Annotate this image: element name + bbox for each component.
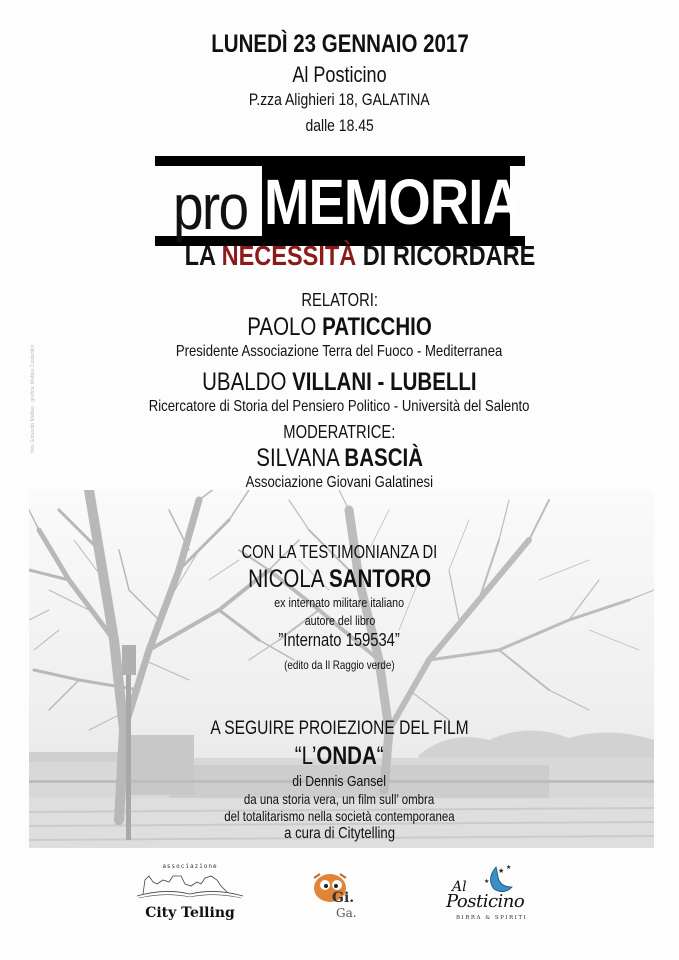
film-description-2: del totalitarismo nella società contemporanea	[224, 808, 455, 824]
speaker-1-role: Presidente Associazione Terra del Fuoco - Mediterranea	[176, 343, 503, 360]
film-description-1: da una storia vera, un film sull’ ombra	[244, 791, 435, 807]
title-main: MEMORIA	[264, 166, 521, 238]
event-date: LUNEDÌ 23 GENNAIO 2017	[210, 30, 469, 58]
title-main-box	[262, 164, 521, 239]
event-venue: Al Posticino	[292, 62, 387, 87]
testimony-book: ”Internato 159534”	[278, 630, 401, 650]
title-logo-promemoria	[155, 156, 536, 276]
film-curator: a cura di Citytelling	[284, 825, 395, 842]
speakers-heading: RELATORI:	[301, 290, 378, 310]
speaker-1-name: PAOLO PATICCHIO	[247, 313, 432, 341]
film-title: “L’ONDA“	[295, 742, 384, 770]
testimony-line1: ex internato militare italiano	[274, 595, 405, 610]
moderator-heading: MODERATRICE:	[283, 422, 396, 442]
testimony-heading: CON LA TESTIMONIANZA DI	[241, 542, 438, 562]
film-director: di Dennis Gansel	[292, 773, 387, 790]
film-heading: A SEGUIRE PROIEZIONE DEL FILM	[210, 718, 469, 739]
event-address: P.zza Alighieri 18, GALATINA	[249, 90, 430, 109]
moderator-role: Associazione Giovani Galatinesi	[245, 474, 434, 491]
speaker-2-role: Ricercatore di Storia del Pensiero Politico - Università del Salento	[149, 398, 530, 415]
speaker-2-name: UBALDO VILLANI - LUBELLI	[202, 368, 477, 396]
city-skyline-icon	[135, 870, 245, 900]
svg-text:★: ★	[506, 865, 512, 871]
testimony-line2: autore del libro	[304, 613, 375, 628]
testimony-name: NICOLA SANTORO	[247, 565, 432, 593]
subtitle-highlight: NECESSITÀ	[221, 240, 357, 271]
event-time: dalle 18.45	[305, 116, 374, 135]
title-prefix: pro	[173, 171, 248, 243]
logo-giga: Gi. Ga.	[310, 868, 362, 926]
title-subtitle: LA NECESSITÀ DI RICORDARE	[184, 240, 536, 271]
testimony-publisher: (edito da Il Raggio verde)	[284, 658, 395, 672]
moderator-name: SILVANA BASCIÀ	[256, 444, 423, 472]
svg-text:★: ★	[498, 868, 505, 875]
logo-al-posticino: ★ ★ ★ Al Posticino BIRRA & SPIRITI	[446, 865, 528, 921]
svg-text:★: ★	[484, 879, 490, 885]
photo-credits: foto: Eduardo Matteo · grafica: Matteo Costantini	[30, 345, 36, 453]
logo-city-telling: associazione City Telling	[135, 863, 245, 928]
